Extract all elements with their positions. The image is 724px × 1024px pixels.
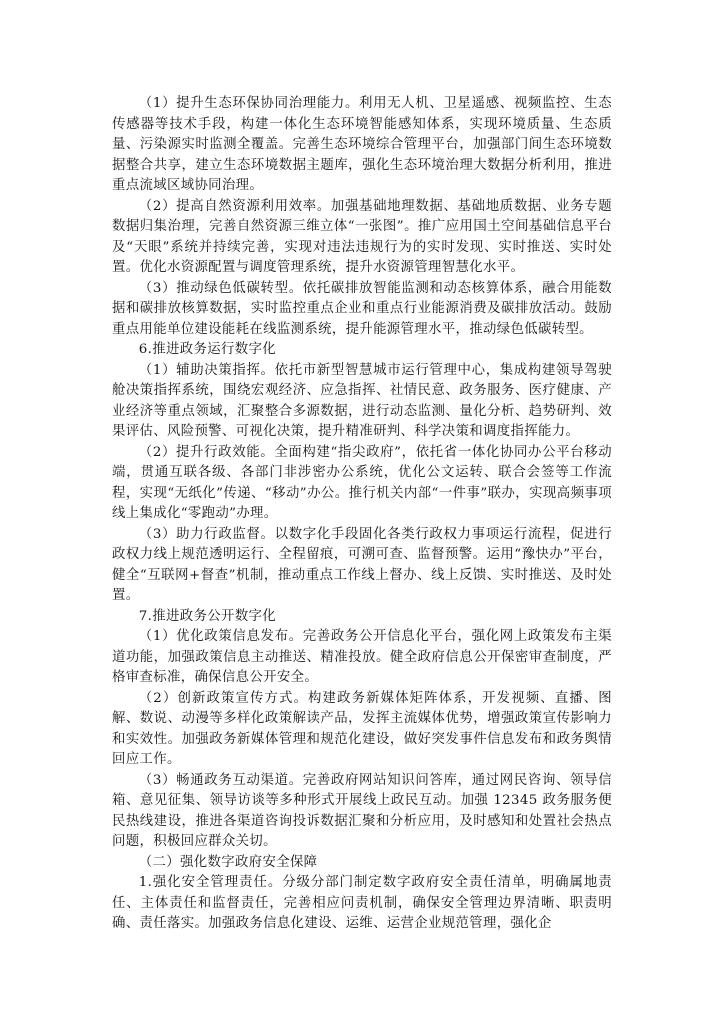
paragraph-admin-efficiency: （2）提升行政效能。全面构建“指尖政府”，依托省一体化协同办公平台移动端，贯通互联各级、各部门非涉密办公系统，优化公文运转、联合会签等工作流程，实现“无纸化”传递、“移动”办公。推行机关内部“一件事”联办，实现高频事项线上集成化“零跑动”办理。 bbox=[112, 444, 612, 521]
paragraph-green-low-carbon: （3）推动绿色低碳转型。依托碳排放智能监测和动态核算体系，融合用能数据和碳排放核算数据，实时监控重点企业和重点行业能源消费及碳排放活动。鼓励重点用能单位建设能耗在线监测系统，提升能源管理水平，推动绿色低碳转型。 bbox=[112, 280, 612, 337]
paragraph-admin-supervision: （3）助力行政监督。以数字化手段固化各类行政权力事项运行流程，促进行政权力线上规范透明运行、全程留痕，可溯可查、监督预警。运用“豫快办”平台，健全“互联网+督查”机制，推动重点工作线上督办、线上反馈、实时推送、及时处置。 bbox=[112, 526, 612, 603]
paragraph-decision-command: （1）辅助决策指挥。依托市新型智慧城市运行管理中心，集成构建领导驾驶舱决策指挥系统，围绕宏观经济、应急指挥、社情民意、政务服务、医疗健康、产业经济等重点领域，汇聚整合多源数据，进行动态监测、量化分析、趋势研判、效果评估、风险预警、可视化决策，提升精准研判、科学决策和调度指挥能力。 bbox=[112, 362, 612, 439]
section-heading-6: 6.推进政务运行数字化 bbox=[138, 342, 276, 357]
section-heading-security: （二）强化数字政府安全保障 bbox=[138, 854, 318, 870]
section-heading-7: 7.推进政务公开数字化 bbox=[138, 608, 276, 624]
paragraph-natural-resources: （2）提高自然资源利用效率。加强基础地理数据、基础地质数据、业务专题数据归集治理，完善自然资源三维立体“一张图”。推广应用国土空间基础信息平台及“天眼”系统并持续完善，实现对违法违规行为的实时发现、实时推送、实时处置。优化水资源配置与调度管理系统，提升水资源管理智慧化水平。 bbox=[112, 198, 612, 275]
paragraph-interaction-channels: （3）畅通政务互动渠道。完善政府网站知识问答库，通过网民咨询、领导信箱、意见征集、领导访谈等多种形式开展线上政民互动。加强 12345 政务服务便民热线建设，推进各渠道咨询投诉数据汇聚和分析应用，及时感知和处置社会热点问题，积极回应群众关切。 bbox=[112, 772, 612, 849]
paragraph-policy-promotion: （2）创新政策宣传方式。构建政务新媒体矩阵体系，开发视频、直播、图解、数说、动漫等多样化政策解读产品，发挥主流媒体优势，增强政策宣传影响力和实效性。加强政务新媒体管理和规范化建设，做好突发事件信息发布和政务舆情回应工作。 bbox=[112, 690, 612, 767]
paragraph-security-responsibility: 1.强化安全管理责任。分级分部门制定数字政府安全责任清单，明确属地责任、主体责任和监督责任，完善相应问责机制，确保安全管理边界清晰、职责明确、责任落实。加强政务信息化建设、运维、运营企业规范管理，强化企 bbox=[112, 875, 612, 931]
paragraph-policy-release: （1）优化政策信息发布。完善政务公开信息化平台，强化网上政策发布主渠道功能，加强政策信息主动推送、精准投放。健全政府信息公开保密审查制度，严格审查标准，确保信息公开安全。 bbox=[112, 629, 612, 685]
paragraph-ecology: （1）提升生态环保协同治理能力。利用无人机、卫星遥感、视频监控、生态传感器等技术手段，构建一体化生态环境智能感知体系，实现环境质量、生态质量、污染源实时监测全覆盖。完善生态环境综合管理平台，加强部门间生态环境数据整合共享，建立生态环境数据主题库，强化生态环境治理大数据分析利用，推进重点流域区域协同治理。 bbox=[112, 96, 612, 193]
